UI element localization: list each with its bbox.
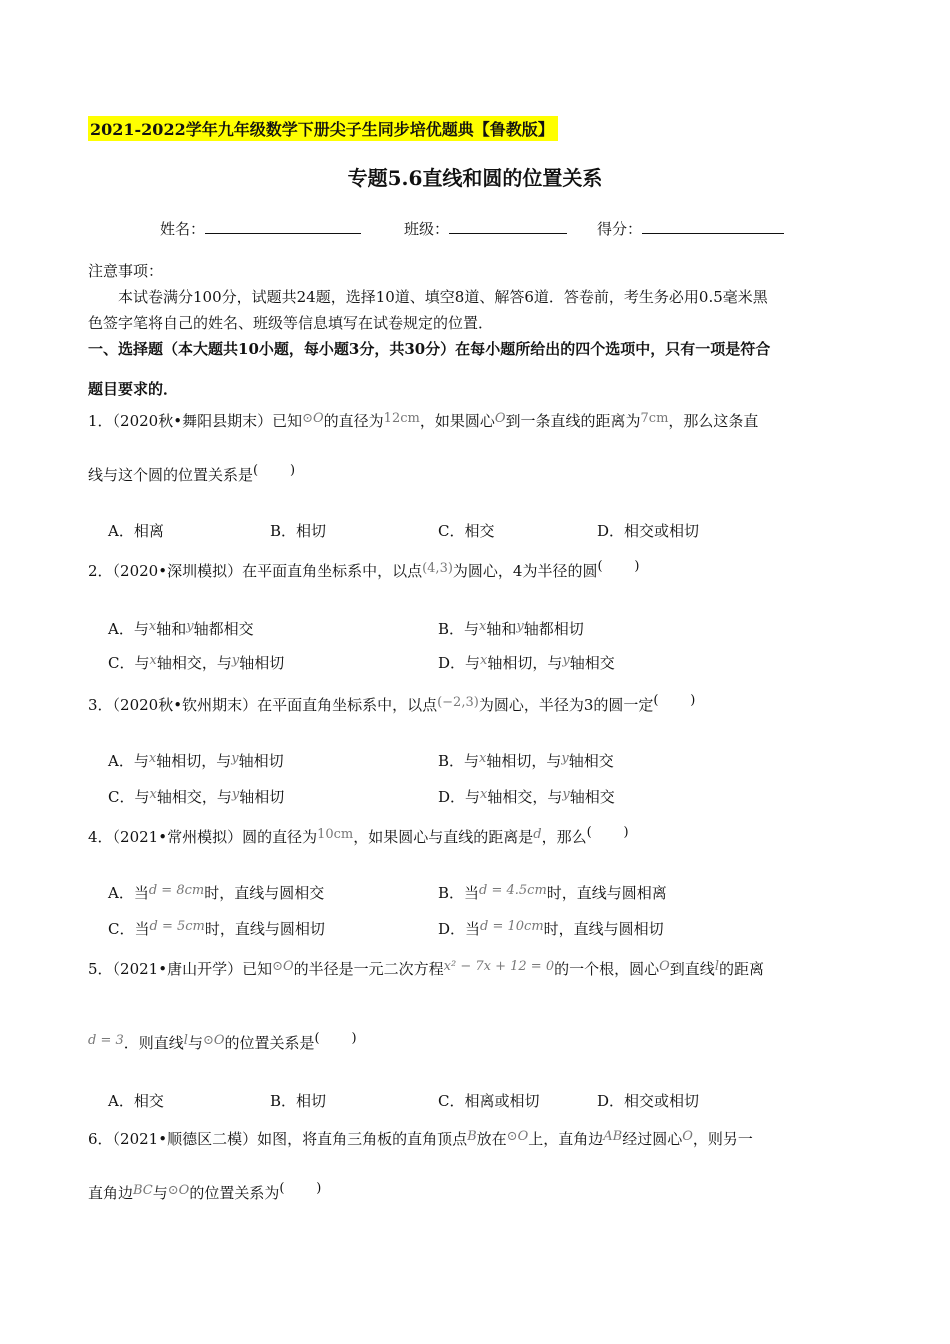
class-blank[interactable] — [449, 219, 567, 234]
q3-option-a[interactable]: A．与x轴相切，与y轴相切 — [108, 751, 284, 770]
q1-option-d[interactable]: D．相交或相切 — [597, 522, 700, 540]
q5-option-b[interactable]: B．相切 — [270, 1092, 327, 1110]
q4-option-b[interactable]: B．当d = 4.5cm时，直线与圆相离 — [438, 883, 667, 902]
q2-option-b[interactable]: B．与x轴和y轴都相切 — [438, 619, 584, 638]
answer-paren[interactable]: ( ) — [653, 693, 696, 708]
notice-line-1: 本试卷满分100分，试题共24题，选择10道、填空8道、解答6道．答卷前，考生务必用0.5毫米黑 — [118, 288, 768, 306]
q3-option-b[interactable]: B．与x轴相切，与y轴相交 — [438, 751, 614, 770]
score-field[interactable] — [597, 218, 784, 239]
answer-paren[interactable]: ( ) — [597, 559, 640, 574]
question-6-line-1: 6．（2021•顺德区二模）如图，将直角三角板的直角顶点B放在⊙O上，直角边AB经过圆心O，则另一 — [88, 1129, 753, 1148]
answer-paren[interactable]: ( ) — [253, 463, 296, 478]
q5-option-d[interactable]: D．相交或相切 — [597, 1092, 700, 1110]
notice-heading: 注意事项： — [88, 262, 164, 280]
q4-option-c[interactable]: C．当d = 5cm时，直线与圆相切 — [108, 919, 325, 938]
q1-option-a[interactable]: A．相离 — [108, 522, 164, 540]
name-label: 姓名： — [160, 220, 206, 238]
question-1-line-2: 线与这个圆的位置关系是( ) — [88, 463, 296, 484]
score-label: 得分： — [597, 220, 643, 238]
q1-option-c[interactable]: C．相交 — [438, 522, 495, 540]
name-blank[interactable] — [205, 219, 361, 234]
q3-option-c[interactable]: C．与x轴相交，与y轴相切 — [108, 787, 285, 806]
q4-option-d[interactable]: D．当d = 10cm时，直线与圆相切 — [438, 919, 664, 938]
section-header-line-2: 题目要求的． — [88, 380, 179, 398]
question-6-line-2: 直角边BC与⊙O的位置关系为( ) — [88, 1181, 322, 1202]
answer-paren[interactable]: ( ) — [586, 825, 629, 840]
series-banner: 2021-2022学年九年级数学下册尖子生同步培优题典【鲁教版】 — [88, 116, 558, 141]
notice-line-2: 色签字笔将自己的姓名、班级等信息填写在试卷规定的位置． — [88, 314, 494, 332]
q2-option-d[interactable]: D．与x轴相切，与y轴相交 — [438, 653, 615, 672]
question-4-line-1: 4．（2021•常州模拟）圆的直径为10cm，如果圆心与直线的距离是d，那么( ) — [88, 825, 629, 846]
question-3-line-1: 3．（2020秋•钦州期末）在平面直角坐标系中，以点(−2,3)为圆心，半径为3的圆一定( ) — [88, 693, 696, 714]
q2-option-a[interactable]: A．与x轴和y轴都相交 — [108, 619, 254, 638]
question-5-line-1: 5．（2021•唐山开学）已知⊙O的半径是一元二次方程x² − 7x + 12 = 0的一个根，圆心O到直线l的距离 — [88, 959, 764, 978]
q3-option-d[interactable]: D．与x轴相交，与y轴相交 — [438, 787, 615, 806]
page-title: 专题5.6直线和圆的位置关系 — [347, 166, 603, 190]
q5-option-c[interactable]: C．相离或相切 — [438, 1092, 540, 1110]
q5-option-a[interactable]: A．相交 — [108, 1092, 164, 1110]
section-header-line-1: 一、选择题（本大题共10小题，每小题3分，共30分）在每小题所给出的四个选项中，只有一项是符合 — [88, 340, 771, 358]
score-blank[interactable] — [642, 219, 784, 234]
answer-paren[interactable]: ( ) — [314, 1031, 357, 1046]
q4-option-a[interactable]: A．当d = 8cm时，直线与圆相交 — [108, 883, 325, 902]
question-5-line-2: d = 3．则直线l与⊙O的位置关系是( ) — [88, 1031, 357, 1052]
answer-paren[interactable]: ( ) — [279, 1181, 322, 1196]
q1-option-b[interactable]: B．相切 — [270, 522, 327, 540]
class-label: 班级： — [404, 220, 450, 238]
name-field[interactable] — [160, 218, 361, 239]
question-2-line-1: 2．（2020•深圳模拟）在平面直角坐标系中，以点(4,3)为圆心，4为半径的圆( ) — [88, 559, 640, 580]
q2-option-c[interactable]: C．与x轴相交，与y轴相切 — [108, 653, 285, 672]
question-1-line-1: 1．（2020秋•舞阳县期末）已知⊙O的直径为12cm，如果圆心O到一条直线的距离为7cm，那么这条直 — [88, 411, 759, 430]
class-field[interactable] — [404, 218, 567, 239]
